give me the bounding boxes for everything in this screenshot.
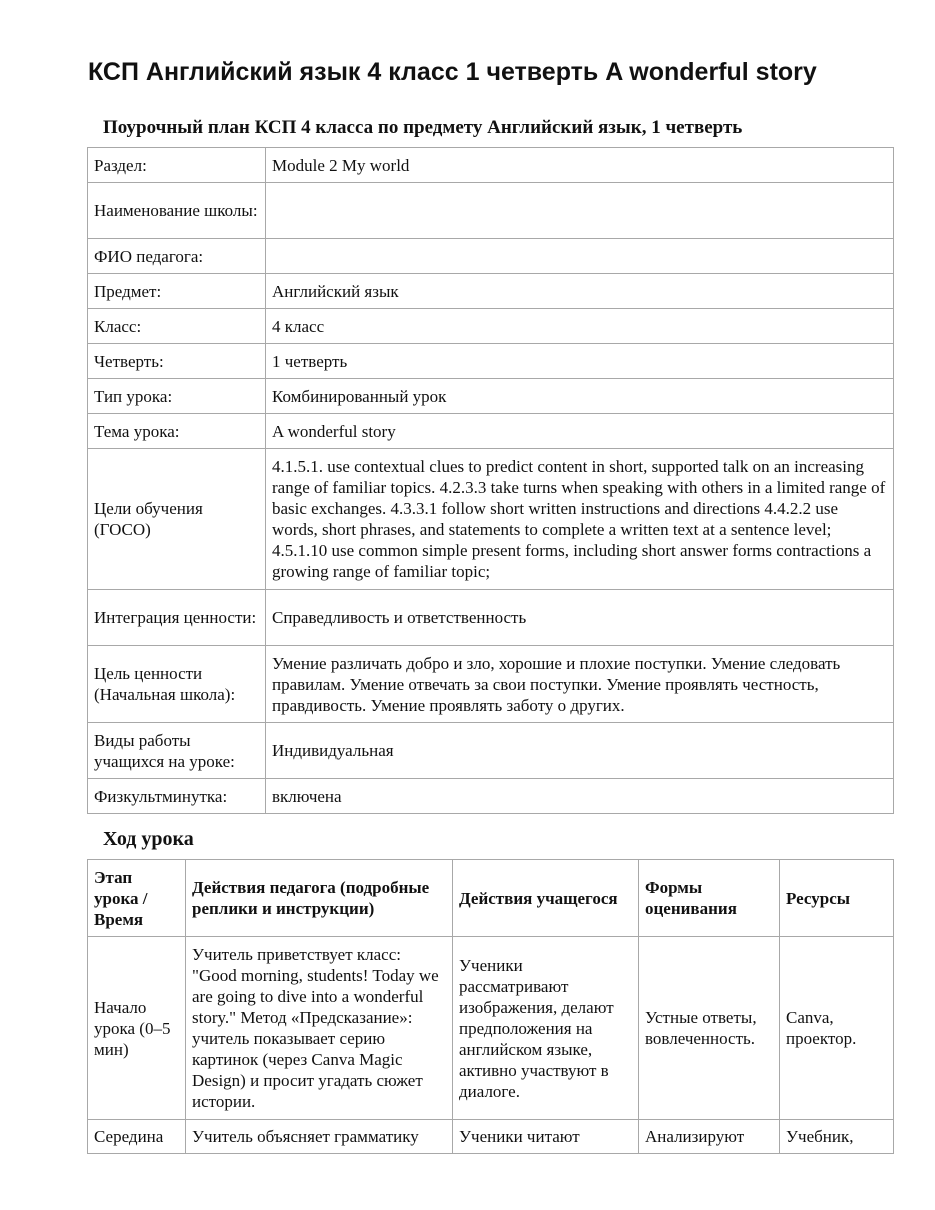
resources-cell: Учебник, [780,1120,894,1154]
info-label: Четверть: [88,344,266,379]
info-value: Английский язык [266,274,894,309]
resources-cell: Canva, проектор. [780,937,894,1120]
info-row [88,344,894,379]
info-row [88,148,894,183]
lesson-flow-heading: Ход урока [103,828,194,850]
lesson-info-table [87,147,894,814]
info-value: включена [266,779,894,814]
info-label: Наименование школы: [88,183,266,239]
student-actions-cell: Ученики читают [453,1120,639,1154]
info-value: A wonderful story [266,414,894,449]
lesson-header-row [88,860,894,937]
lesson-stage-cell: Середина [88,1120,186,1154]
assessment-cell: Устные ответы, вовлеченность. [639,937,780,1120]
lesson-row [88,1120,894,1154]
info-value: 4 класс [266,309,894,344]
info-label: Предмет: [88,274,266,309]
lesson-row [88,937,894,1120]
document-title: КСП Английский язык 4 класс 1 четверть A wonderful story [88,58,817,86]
lesson-stage-cell: Начало урока (0–5 мин) [88,937,186,1120]
info-value: 4.1.5.1. use contextual clues to predict content in short, supported talk on an increasing range of familiar topics. 4.2.3.3 take turns when speaking with others in a limited range of basic exchanges. 4.3.3.1 follow short written instructions and directions 4.4.2.2 use words, short phrases, and statements to complete a written text at a sentence level; 4.5.1.10 use common simple present forms, including short answer forms contractions a growing range of familiar topic; [266,449,894,590]
info-row [88,239,894,274]
info-value [266,239,894,274]
info-label: Класс: [88,309,266,344]
column-header-student-actions: Действия учащегося [453,860,639,937]
assessment-cell: Анализируют [639,1120,780,1154]
info-value: Комбинированный урок [266,379,894,414]
info-row [88,449,894,590]
info-row [88,414,894,449]
info-label: Тип урока: [88,379,266,414]
column-header-stage: Этап урока / Время [88,860,186,937]
info-value: 1 четверть [266,344,894,379]
info-value: Индивидуальная [266,723,894,779]
info-row [88,379,894,414]
plan-heading: Поурочный план КСП 4 класса по предмету Английский язык, 1 четверть [103,117,743,138]
column-header-resources: Ресурсы [780,860,894,937]
student-actions-cell: Ученики рассматривают изображения, делают предположения на английском языке, активно участвуют в диалоге. [453,937,639,1120]
info-label: Раздел: [88,148,266,183]
info-row [88,779,894,814]
info-row [88,309,894,344]
info-value: Справедливость и ответственность [266,590,894,646]
info-value [266,183,894,239]
info-row [88,590,894,646]
info-label: Интеграция ценности: [88,590,266,646]
info-label: ФИО педагога: [88,239,266,274]
info-row [88,723,894,779]
teacher-actions-cell: Учитель приветствует класс: "Good morning, students! Today we are going to dive into a wonderful story." Метод «Предсказание»: учитель показывает серию картинок (через Canva Magic Design) и просит угадать сюжет истории. [186,937,453,1120]
info-label: Физкультминутка: [88,779,266,814]
info-row [88,274,894,309]
info-value: Умение различать добро и зло, хорошие и плохие поступки. Умение следовать правилам. Умение отвечать за свои поступки. Умение проявлять честность, правдивость. Умение проявлять заботу о других. [266,646,894,723]
info-row [88,646,894,723]
teacher-actions-cell: Учитель объясняет грамматику [186,1120,453,1154]
column-header-assessment: Формы оценивания [639,860,780,937]
info-label: Цель ценности (Начальная школа): [88,646,266,723]
column-header-teacher-actions: Действия педагога (подробные реплики и инструкции) [186,860,453,937]
info-value: Module 2 My world [266,148,894,183]
info-label: Виды работы учащихся на уроке: [88,723,266,779]
lesson-flow-table [87,859,894,1154]
info-label: Цели обучения (ГОСО) [88,449,266,590]
info-label: Тема урока: [88,414,266,449]
info-row [88,183,894,239]
